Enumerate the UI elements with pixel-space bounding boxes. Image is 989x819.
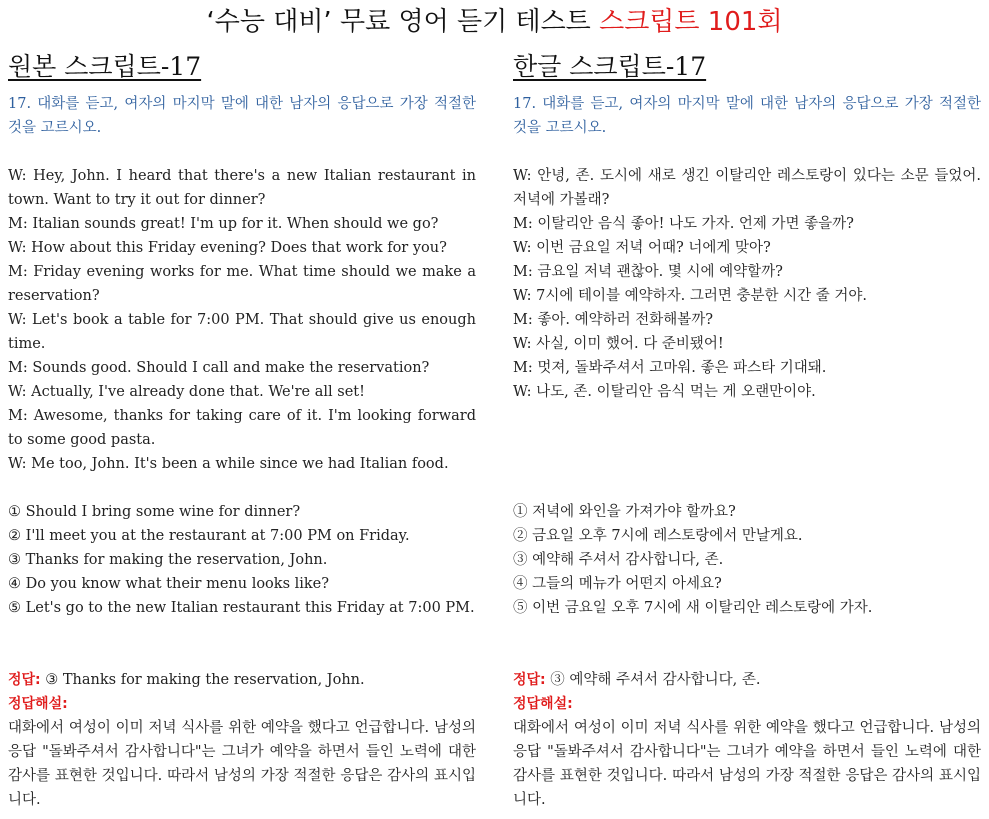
dialogue bbox=[513, 164, 981, 404]
question-text: 17. 대화를 듣고, 여자의 마지막 말에 대한 남자의 응답으로 가장 적절한 것을 고르시오. bbox=[513, 96, 981, 136]
dialogue-line: W: How about this Friday evening? Does that work for you? bbox=[8, 240, 447, 256]
choice-item: ② 금요일 오후 7시에 레스토랑에서 만날게요. bbox=[513, 528, 803, 544]
explanation-text: 대화에서 여성이 이미 저녁 식사를 위한 예약을 했다고 언급합니다. 남성의 응답 "돌봐주셔서 감사합니다"는 그녀가 예약을 하면서 들인 노력에 대한 감사를 표현한 것입니다. 따라서 남성의 가장 적절한 응답은 감사의 표시입니다. bbox=[8, 720, 476, 808]
answer-label: 정답: bbox=[8, 672, 41, 688]
dialogue-line: M: 이탈리안 음식 좋아! 나도 가자. 언제 가면 좋을까? bbox=[513, 216, 854, 232]
dialogue-line: W: Let's book a table for 7:00 PM. That should give us enough time. bbox=[8, 312, 476, 352]
choice-item: ⑤ Let's go to the new Italian restaurant this Friday at 7:00 PM. bbox=[8, 600, 475, 616]
explanation-label: 정답해설: bbox=[8, 696, 68, 712]
answer-block bbox=[8, 668, 476, 812]
title-highlight: 스크립트 101회 bbox=[599, 7, 783, 37]
dialogue-line: M: Italian sounds great! I'm up for it. When should we go? bbox=[8, 216, 439, 232]
dialogue-line: W: Me too, John. It's been a while since we had Italian food. bbox=[8, 456, 449, 472]
dialogue-line: W: 이번 금요일 저녁 어때? 너에게 맞아? bbox=[513, 240, 771, 256]
choice-item: ④ Do you know what their menu looks like? bbox=[8, 576, 330, 592]
dialogue-line: M: Friday evening works for me. What time should we make a reservation? bbox=[8, 264, 476, 304]
answer-choices bbox=[513, 500, 981, 620]
explanation-label: 정답해설: bbox=[513, 696, 573, 712]
korean-script-column bbox=[513, 50, 981, 808]
dialogue-line: W: 안녕, 존. 도시에 새로 생긴 이탈리안 레스토랑이 있다는 소문 들었어. 저녁에 가볼래? bbox=[513, 168, 981, 208]
korean-script-heading: 한글 스크립트-17 bbox=[513, 52, 707, 81]
dialogue-line: M: Awesome, thanks for taking care of it. I'm looking forward to some good pasta. bbox=[8, 408, 476, 448]
choice-item: ③ 예약해 주셔서 감사합니다, 존. bbox=[513, 552, 724, 568]
choice-item: ④ 그들의 메뉴가 어떤지 아세요? bbox=[513, 576, 722, 592]
choice-item: ⑤ 이번 금요일 오후 7시에 새 이탈리안 레스토랑에 가자. bbox=[513, 600, 873, 616]
dialogue-line: W: Hey, John. I heard that there's a new Italian restaurant in town. Want to try it out for dinner? bbox=[8, 168, 476, 208]
answer-line bbox=[513, 668, 981, 692]
answer-block bbox=[513, 668, 981, 812]
choice-item: ② I'll meet you at the restaurant at 7:00 PM on Friday. bbox=[8, 528, 410, 544]
answer-label: 정답: bbox=[513, 672, 546, 688]
explanation-text: 대화에서 여성이 이미 저녁 식사를 위한 예약을 했다고 언급합니다. 남성의 응답 "돌봐주셔서 감사합니다"는 그녀가 예약을 하면서 들인 노력에 대한 감사를 표현한 것입니다. 따라서 남성의 가장 적절한 응답은 감사의 표시입니다. bbox=[513, 720, 981, 808]
answer-choices bbox=[8, 500, 476, 620]
answer-text: ③ 예약해 주셔서 감사합니다, 존. bbox=[545, 672, 761, 688]
dialogue-line: M: 멋져, 돌봐주셔서 고마워. 좋은 파스타 기대돼. bbox=[513, 360, 827, 376]
title-main: ‘수능 대비’ 무료 영어 듣기 테스트 bbox=[206, 7, 600, 37]
original-script-heading: 원본 스크립트-17 bbox=[8, 52, 202, 81]
question-text: 17. 대화를 듣고, 여자의 마지막 말에 대한 남자의 응답으로 가장 적절한 것을 고르시오. bbox=[8, 96, 476, 136]
dialogue-line: W: Actually, I've already done that. We're all set! bbox=[8, 384, 365, 400]
page-title bbox=[0, 4, 989, 40]
choice-item: ③ Thanks for making the reservation, John. bbox=[8, 552, 328, 568]
dialogue-line: W: 7시에 테이블 예약하자. 그러면 충분한 시간 줄 거야. bbox=[513, 288, 867, 304]
choice-item: ① Should I bring some wine for dinner? bbox=[8, 504, 301, 520]
answer-line bbox=[8, 668, 476, 692]
dialogue bbox=[8, 164, 476, 476]
original-script-column bbox=[8, 50, 476, 808]
dialogue-line: W: 사실, 이미 했어. 다 준비됐어! bbox=[513, 336, 724, 352]
dialogue-line: M: 금요일 저녁 괜찮아. 몇 시에 예약할까? bbox=[513, 264, 783, 280]
dialogue-line: M: 좋아. 예약하러 전화해볼까? bbox=[513, 312, 714, 328]
choice-item: ① 저녁에 와인을 가져가야 할까요? bbox=[513, 504, 736, 520]
answer-text: ③ Thanks for making the reservation, John. bbox=[40, 672, 365, 688]
dialogue-line: M: Sounds good. Should I call and make the reservation? bbox=[8, 360, 430, 376]
dialogue-line: W: 나도, 존. 이탈리안 음식 먹는 게 오랜만이야. bbox=[513, 384, 816, 400]
